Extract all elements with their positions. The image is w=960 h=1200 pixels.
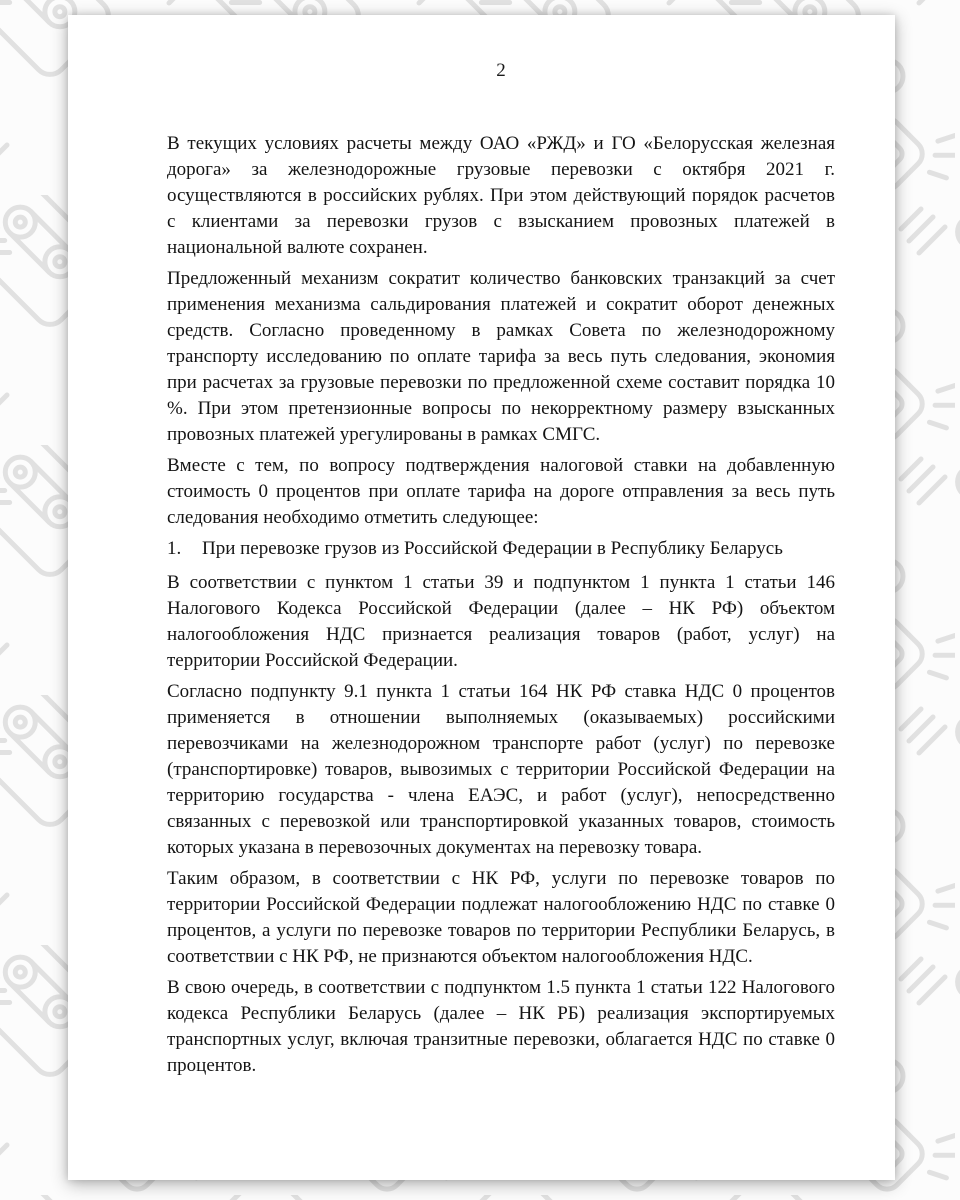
list-item-text: При перевозке грузов из Российской Федерации в Республику Беларусь [202, 538, 783, 559]
page-number: 2 [496, 60, 506, 81]
paragraph-vat-conclusion-rf: Таким образом, в соответствии с НК РФ, услуги по перевозке товаров по территории Российской Федерации подлежат налогообложению НДС по ставке 0 процентов, а услуги по перевозке товаров по территории Республики Беларусь, в соответствии с НК РФ, не признаются объектом налогообложения НДС. [167, 868, 835, 967]
paragraph-nk-rf-article-164: Согласно подпункту 9.1 пункта 1 статьи 164 НК РФ ставка НДС 0 процентов применяется в отношении выполняемых (оказываемых) российскими перевозчиками на железнодорожном транспорте работ (услуг) по перевозке (транспортировке) товаров, вывозимых с территории Российской Федерации на территорию государства - члена ЕАЭС, и работ (услуг), непосредственно связанных с перевозкой или транспортировкой указанных товаров, стоимость которых указана в перевозочных документах на перевозку товара. [167, 681, 835, 858]
document-page [68, 15, 895, 1180]
paragraph-vat-question-intro: Вместе с тем, по вопросу подтверждения налоговой ставки на добавленную стоимость 0 процентов при оплате тарифа на дороге отправления за весь путь следования необходимо отметить следующее: [167, 455, 835, 528]
list-item-number: 1. [167, 538, 182, 559]
paragraph-proposed-mechanism: Предложенный механизм сократит количество банковских транзакций за счет применения механизма сальдирования платежей и сократит оборот денежных средств. Согласно проведенному в рамках Совета по железнодорожному транспорту исследованию по оплате тарифа за весь путь следования, экономия при расчетах за грузовые перевозки по предложенной схеме составит порядка 10 %. При этом претензионные вопросы по некорректному размеру взысканных провозных платежей урегулированы в рамках СМГС. [167, 268, 835, 445]
page-content [167, 15, 835, 1084]
section-item-1 [167, 536, 835, 562]
paragraph-nk-rb-article-122: В свою очередь, в соответствии с подпунктом 1.5 пункта 1 статьи 122 Налогового кодекса Республики Беларусь (далее – НК РБ) реализация экспортируемых транспортных услуг, включая транзитные перевозки, облагается НДС по ставке 0 процентов. [167, 977, 835, 1076]
paragraph-settlements-current: В текущих условиях расчеты между ОАО «РЖД» и ГО «Белорусская железная дорога» за железнодорожные грузовые перевозки с октября 2021 г. осуществляются в российских рублях. При этом действующий порядок расчетов с клиентами за перевозки грузов с взысканием провозных платежей в национальной валюте сохранен. [167, 133, 835, 258]
paragraph-nk-rf-article-39-146: В соответствии с пунктом 1 статьи 39 и подпунктом 1 пункта 1 статьи 146 Налогового Кодекса Российской Федерации (далее – НК РФ) объектом налогообложения НДС признается реализация товаров (работ, услуг) на территории Российской Федерации. [167, 572, 835, 671]
